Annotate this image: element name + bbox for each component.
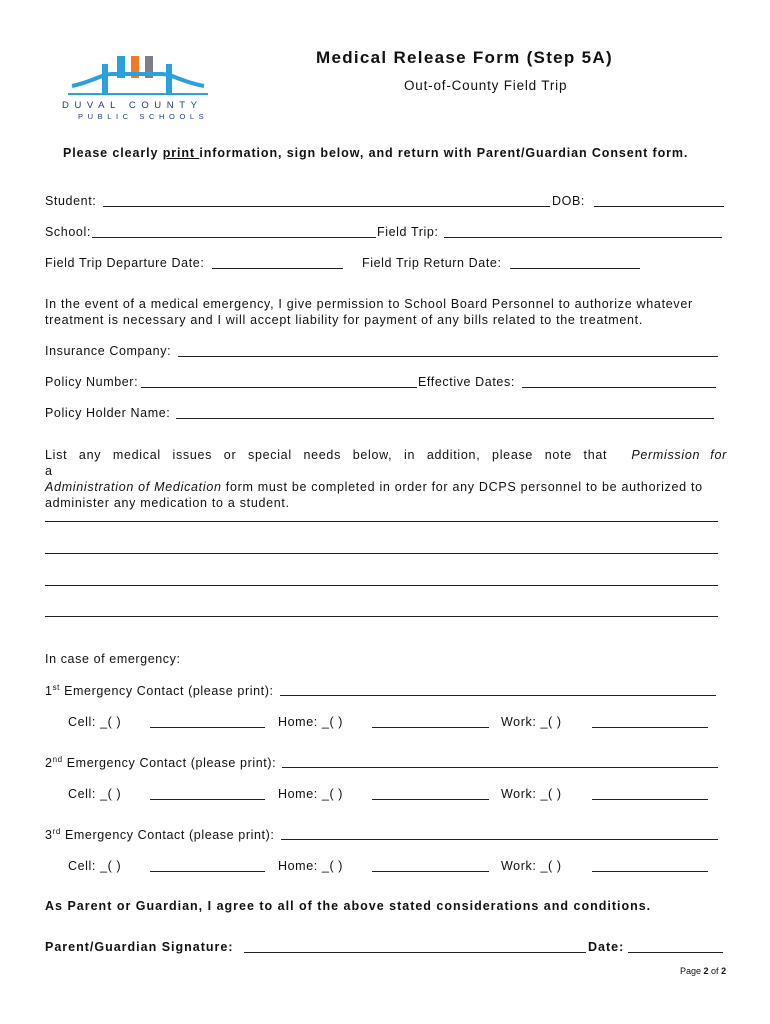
return-date-label: Field Trip Return Date: [362, 256, 502, 270]
medical-line1-italic: Permission for [631, 448, 727, 462]
contact-1-cell-field[interactable] [150, 727, 265, 728]
contact-3-cell-label: Cell: _( ) [68, 859, 122, 873]
contact-2-home-field[interactable] [372, 799, 489, 800]
contact-2-work-field[interactable] [592, 799, 708, 800]
instruction-before: Please clearly [63, 146, 163, 160]
logo-line-2: PUBLIC SCHOOLS [78, 112, 209, 121]
district-logo [62, 52, 214, 122]
contact-1-cell-label: Cell: _( ) [68, 715, 122, 729]
medical-instructions [45, 447, 727, 511]
page-number [680, 966, 726, 976]
medical-line-2 [45, 479, 727, 495]
dob-field[interactable] [594, 206, 724, 207]
insurance-company-field[interactable] [178, 356, 718, 357]
contact-3-work-field[interactable] [592, 871, 708, 872]
contact-2-home-label: Home: _( ) [278, 787, 344, 801]
school-label: School: [45, 225, 91, 239]
page-total: 2 [721, 966, 727, 976]
consent-paragraph: In the event of a medical emergency, I give permission to School Board Personnel to authorize whatever treatment is necessary and I will accept liability for payment of any bills related to the treatment. [45, 297, 693, 327]
field-trip-label: Field Trip: [377, 225, 439, 239]
emergency-contact-3-label [45, 827, 274, 842]
signature-date-field[interactable] [628, 952, 723, 953]
departure-date-label: Field Trip Departure Date: [45, 256, 205, 270]
form-title: Medical Release Form (Step 5A) [316, 48, 613, 67]
emergency-contact-1-label [45, 683, 274, 698]
medical-line-3: administer any medication to a student. [45, 496, 290, 510]
departure-date-field[interactable] [212, 268, 343, 269]
medical-line1-words [45, 447, 625, 479]
policy-number-label: Policy Number: [45, 375, 139, 389]
instruction-after: information, sign below, and return with Parent/Guardian Consent form. [199, 146, 689, 160]
signature-date-label: Date: [588, 940, 625, 954]
medical-notes-line-3[interactable] [45, 585, 718, 586]
form-subtitle: Out-of-County Field Trip [404, 78, 568, 93]
medical-notes-line-4[interactable] [45, 616, 718, 617]
contact-3-work-label: Work: _( ) [501, 859, 562, 873]
effective-dates-label: Effective Dates: [418, 375, 515, 389]
medical-line1-text: List any medical issues or special needs below, in addition, please note that a [45, 448, 608, 478]
contact-3-suffix: rd [52, 827, 61, 836]
medical-notes-line-2[interactable] [45, 553, 718, 554]
contact-1-suffix: st [52, 683, 60, 692]
school-field[interactable] [92, 237, 376, 238]
contact-3-home-label: Home: _( ) [278, 859, 344, 873]
insurance-company-label: Insurance Company: [45, 344, 172, 358]
contact-3-cell-field[interactable] [150, 871, 265, 872]
policy-holder-field[interactable] [176, 418, 714, 419]
emergency-contact-2-field[interactable] [282, 767, 718, 768]
contact-2-cell-label: Cell: _( ) [68, 787, 122, 801]
contact-2-label-text: Emergency Contact (please print): [62, 756, 277, 771]
contact-1-ordinal: 1 [45, 684, 53, 699]
contact-2-ordinal: 2 [45, 756, 53, 771]
emergency-contact-2-label [45, 755, 276, 770]
logo-line-1: DUVAL COUNTY [62, 100, 203, 111]
signature-label: Parent/Guardian Signature: [45, 940, 234, 954]
effective-dates-field[interactable] [522, 387, 716, 388]
page-of: of [708, 966, 722, 976]
contact-3-home-field[interactable] [372, 871, 489, 872]
medical-line2-text: form must be completed in order for any DCPS personnel to be authorized to [221, 480, 703, 494]
contact-1-work-field[interactable] [592, 727, 708, 728]
contact-2-suffix: nd [52, 755, 63, 764]
agreement-statement: As Parent or Guardian, I agree to all of the above stated considerations and conditions. [45, 899, 652, 913]
policy-number-field[interactable] [141, 387, 417, 388]
contact-1-work-label: Work: _( ) [501, 715, 562, 729]
contact-2-work-label: Work: _( ) [501, 787, 562, 801]
contact-1-home-field[interactable] [372, 727, 489, 728]
student-label: Student: [45, 194, 97, 208]
contact-3-label-text: Emergency Contact (please print): [60, 828, 275, 843]
medical-line2-italic: Administration of Medication [45, 480, 222, 494]
policy-holder-label: Policy Holder Name: [45, 406, 171, 420]
instruction-line [63, 146, 688, 160]
emergency-contact-1-field[interactable] [280, 695, 716, 696]
logo-mark-icon [62, 52, 214, 100]
page-prefix: Page [680, 966, 704, 976]
dob-label: DOB: [552, 194, 585, 208]
emergency-contact-3-field[interactable] [281, 839, 718, 840]
return-date-field[interactable] [510, 268, 640, 269]
contact-1-home-label: Home: _( ) [278, 715, 344, 729]
instruction-underlined: print [162, 146, 200, 160]
medical-notes-line-1[interactable] [45, 521, 718, 522]
student-field[interactable] [103, 206, 550, 207]
contact-1-label-text: Emergency Contact (please print): [60, 684, 274, 699]
signature-field[interactable] [244, 952, 586, 953]
contact-3-ordinal: 3 [45, 828, 53, 843]
field-trip-field[interactable] [444, 237, 722, 238]
emergency-heading: In case of emergency: [45, 652, 181, 666]
page-current: 2 [703, 966, 709, 976]
medical-line-1 [45, 447, 727, 479]
contact-2-cell-field[interactable] [150, 799, 265, 800]
